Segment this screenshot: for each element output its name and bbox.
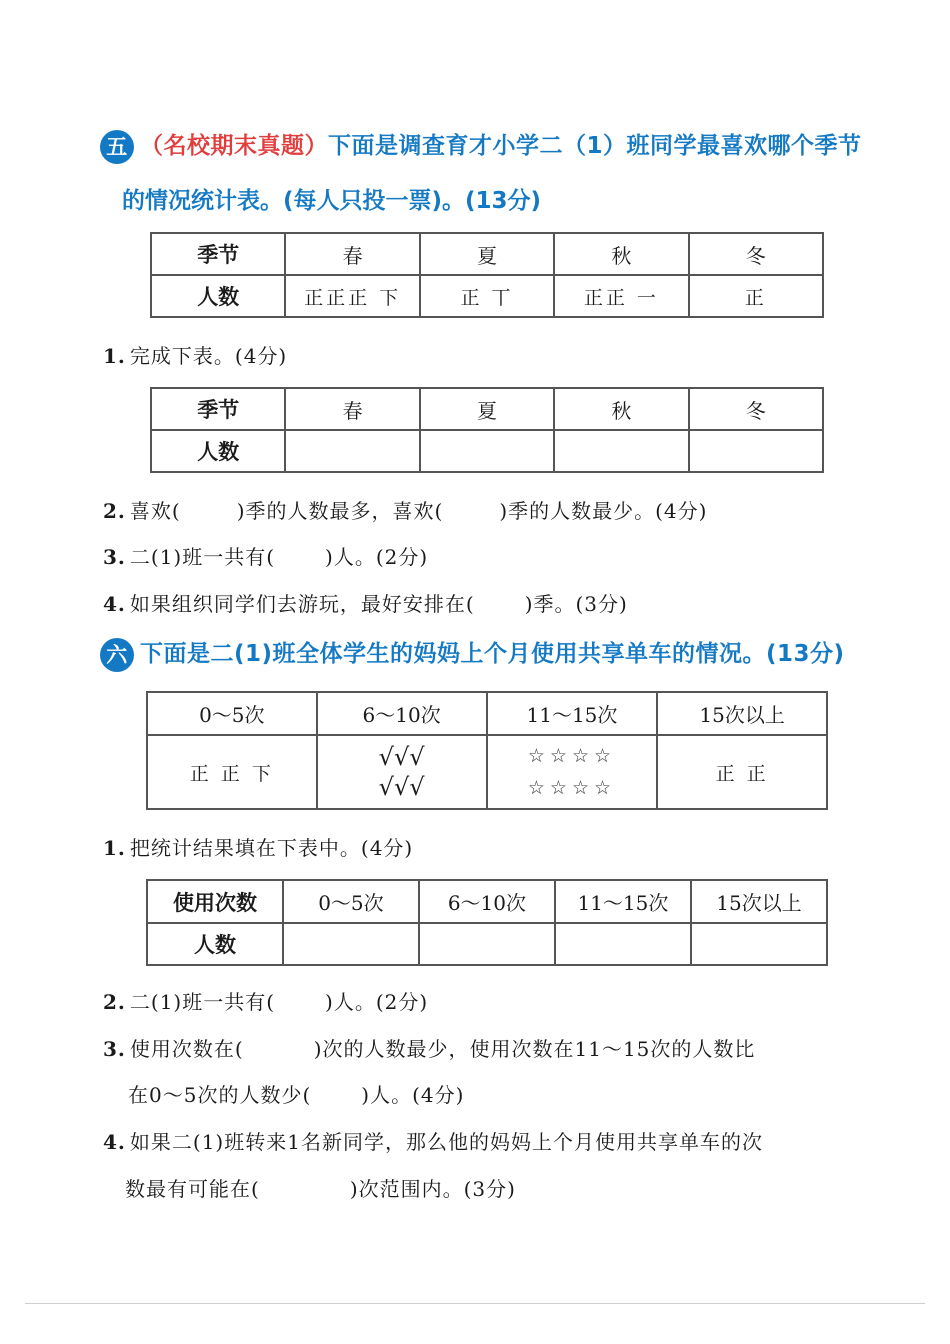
- question-text: )次范围内。(3分): [349, 1177, 516, 1201]
- question-text: 如果组织同学们去游玩，最好安排在(: [129, 592, 475, 616]
- season-fill-table: [150, 387, 824, 473]
- section-5-tag: （名校期末真题）: [140, 133, 328, 159]
- question-number: 3.: [103, 545, 126, 569]
- question-text: )人。(2分): [325, 545, 429, 569]
- checks-row: √√√: [378, 773, 425, 801]
- section-5-heading: [100, 127, 862, 164]
- section-6-title: 下面是二(1)班全体学生的妈妈上个月使用共享单车的情况。(13分): [140, 641, 845, 667]
- question-5-1: [103, 340, 287, 369]
- table-header: 秋: [554, 233, 688, 275]
- checks-row: √√√: [378, 743, 425, 771]
- table-header: 11～15次: [555, 880, 691, 923]
- section-5-badge: 五: [100, 130, 134, 164]
- question-text: )次的人数最少，使用次数在11～15次的人数比: [313, 1037, 756, 1061]
- tally-cell: 正正正 下: [285, 275, 419, 317]
- question-text: )季的人数最多，喜欢(: [236, 499, 444, 523]
- table-header: 冬: [689, 388, 823, 430]
- question-6-4: [103, 1126, 763, 1155]
- section-6-badge: 六: [100, 638, 134, 672]
- bike-usage-table: [146, 691, 828, 810]
- row-label: 人数: [151, 430, 285, 472]
- tally-cell: 正 正: [657, 735, 827, 809]
- question-text: )人。(4分): [361, 1083, 465, 1107]
- table-header: 11～15次: [487, 692, 658, 735]
- table-header: 0～5次: [283, 880, 419, 923]
- tally-cell: 正正 一: [554, 275, 688, 317]
- question-text: )人。(2分): [325, 990, 429, 1014]
- table-header: 6～10次: [419, 880, 555, 923]
- question-text: )季。(3分): [524, 592, 628, 616]
- table-header: 春: [285, 233, 419, 275]
- table-header: 春: [285, 388, 419, 430]
- tally-cell: 正: [689, 275, 823, 317]
- page-divider: [25, 1303, 925, 1304]
- question-text: 在0～5次的人数少(: [128, 1083, 312, 1107]
- table-header: 季节: [151, 233, 285, 275]
- tally-cell: 正 丅: [420, 275, 554, 317]
- table-header: 秋: [554, 388, 688, 430]
- section-5-title-line2: 的情况统计表。(每人只投一票)。(13分): [122, 188, 542, 214]
- checks-cell: [317, 735, 487, 809]
- question-5-2: [103, 495, 707, 524]
- question-text: 数最有可能在(: [125, 1177, 260, 1201]
- question-number: 1.: [103, 344, 126, 368]
- section-5-title: 下面是调查育才小学二（1）班同学最喜欢哪个季节: [328, 133, 862, 159]
- table-header: 6～10次: [317, 692, 487, 735]
- question-5-4: [103, 588, 628, 617]
- table-header: 15次以上: [691, 880, 827, 923]
- stars-row: ☆☆☆☆: [527, 745, 617, 767]
- answer-cell[interactable]: [554, 430, 688, 472]
- answer-cell[interactable]: [555, 923, 691, 965]
- question-6-3: [103, 1033, 755, 1062]
- answer-cell[interactable]: [689, 430, 823, 472]
- table-header: 冬: [689, 233, 823, 275]
- question-text: 二(1)班一共有(: [129, 990, 276, 1014]
- question-number: 2.: [103, 499, 126, 523]
- section-6-heading: [100, 635, 845, 672]
- question-number: 2.: [103, 990, 126, 1014]
- question-6-1: [103, 832, 413, 861]
- tally-cell: 正 正 下: [147, 735, 317, 809]
- row-label: 人数: [147, 923, 283, 965]
- question-6-4-cont: [125, 1173, 516, 1202]
- question-6-2: [103, 986, 428, 1015]
- question-number: 3.: [103, 1037, 126, 1061]
- stars-cell: [487, 735, 658, 809]
- question-text: )季的人数最少。(4分): [499, 499, 708, 523]
- answer-cell[interactable]: [285, 430, 419, 472]
- answer-cell[interactable]: [691, 923, 827, 965]
- question-text: 喜欢(: [129, 499, 181, 523]
- table-header: 季节: [151, 388, 285, 430]
- answer-cell[interactable]: [420, 430, 554, 472]
- question-text: 使用次数在(: [129, 1037, 244, 1061]
- row-label: 人数: [151, 275, 285, 317]
- answer-cell[interactable]: [283, 923, 419, 965]
- stars-row: ☆☆☆☆: [527, 777, 617, 799]
- question-number: 4.: [103, 592, 126, 616]
- question-text: 如果二(1)班转来1名新同学，那么他的妈妈上个月使用共享单车的次: [129, 1130, 763, 1154]
- question-6-3-cont: [128, 1079, 464, 1108]
- question-number: 4.: [103, 1130, 126, 1154]
- question-text: 二(1)班一共有(: [129, 545, 276, 569]
- table-header: 使用次数: [147, 880, 283, 923]
- question-number: 1.: [103, 836, 126, 860]
- bike-fill-table: [146, 879, 828, 966]
- table-header: 15次以上: [657, 692, 827, 735]
- season-tally-table: [150, 232, 824, 318]
- question-text: 完成下表。(4分): [129, 344, 288, 368]
- question-text: 把统计结果填在下表中。(4分): [129, 836, 414, 860]
- table-header: 夏: [420, 233, 554, 275]
- question-5-3: [103, 541, 428, 570]
- table-header: 夏: [420, 388, 554, 430]
- answer-cell[interactable]: [419, 923, 555, 965]
- table-header: 0～5次: [147, 692, 317, 735]
